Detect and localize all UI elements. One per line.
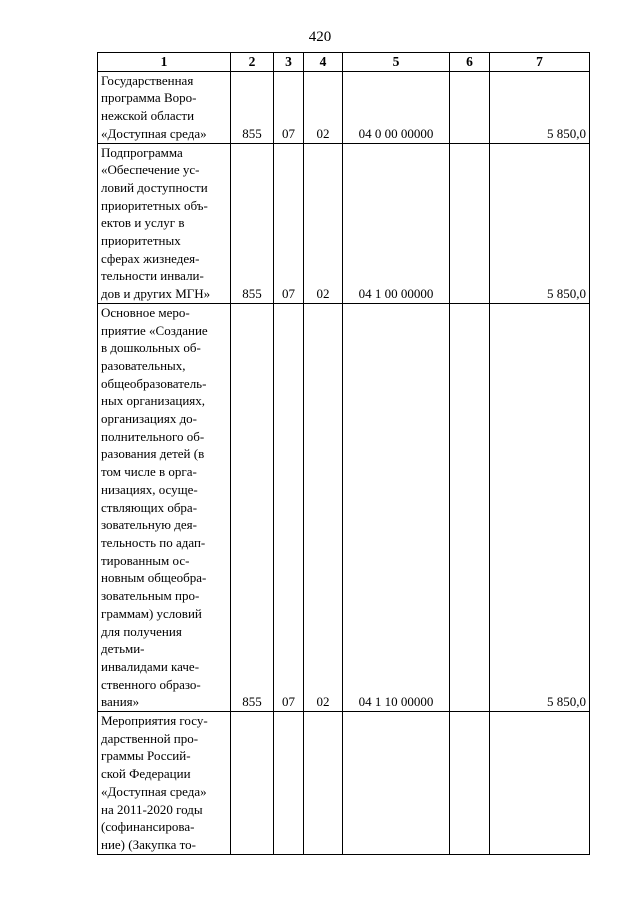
header-row <box>98 53 590 72</box>
row-subsection: 02 <box>304 71 343 143</box>
row-expense-type <box>450 143 490 303</box>
row-target-article: 04 1 10 00000 <box>343 303 450 711</box>
row-subsection <box>304 712 343 855</box>
row-description: Подпрограмма «Обеспечение ус- ловий доступности приоритетных объ- ектов и услуг в приоритетных сферах жизнедея- тельности инвали- дов и других МГН» <box>98 143 231 303</box>
row-ministry-code: 855 <box>231 303 274 711</box>
header-col-3: 3 <box>274 53 304 72</box>
row-amount <box>490 712 590 855</box>
row-section: 07 <box>274 143 304 303</box>
table-row <box>98 303 590 711</box>
header-col-5: 5 <box>343 53 450 72</box>
row-amount: 5 850,0 <box>490 143 590 303</box>
row-amount: 5 850,0 <box>490 71 590 143</box>
row-target-article: 04 0 00 00000 <box>343 71 450 143</box>
row-ministry-code: 855 <box>231 71 274 143</box>
row-amount: 5 850,0 <box>490 303 590 711</box>
row-target-article <box>343 712 450 855</box>
row-subsection: 02 <box>304 303 343 711</box>
table-row <box>98 143 590 303</box>
row-subsection: 02 <box>304 143 343 303</box>
row-expense-type <box>450 71 490 143</box>
table-row <box>98 71 590 143</box>
row-expense-type <box>450 712 490 855</box>
header-col-4: 4 <box>304 53 343 72</box>
row-section: 07 <box>274 303 304 711</box>
row-description: Мероприятия госу- дарственной про- граммы Россий- ской Федерации «Доступная среда» на 2011-2020 годы (софинансирова- ние) (Закупка то- <box>98 712 231 855</box>
budget-table <box>97 52 590 855</box>
row-expense-type <box>450 303 490 711</box>
row-description: Основное меро- приятие «Создание в дошкольных об- разовательных, общеобразователь- ных организациях, организациях до- полнительного об- разования детей (в том числе в орга- низациях, осуще- ствляющих обра- зовательную дея- тельность по адап- тированным ос- новным общеобра- зовательным про- граммам) условий для получения детьми- инвалидами каче- ственного образо- вания» <box>98 303 231 711</box>
header-col-2: 2 <box>231 53 274 72</box>
row-target-article: 04 1 00 00000 <box>343 143 450 303</box>
table-row <box>98 712 590 855</box>
header-col-6: 6 <box>450 53 490 72</box>
row-ministry-code: 855 <box>231 143 274 303</box>
header-col-1: 1 <box>98 53 231 72</box>
row-ministry-code <box>231 712 274 855</box>
row-section <box>274 712 304 855</box>
row-description: Государственная программа Воро- нежской области «Доступная среда» <box>98 71 231 143</box>
page-number: 420 <box>308 29 332 45</box>
header-col-7: 7 <box>490 53 590 72</box>
row-section: 07 <box>274 71 304 143</box>
